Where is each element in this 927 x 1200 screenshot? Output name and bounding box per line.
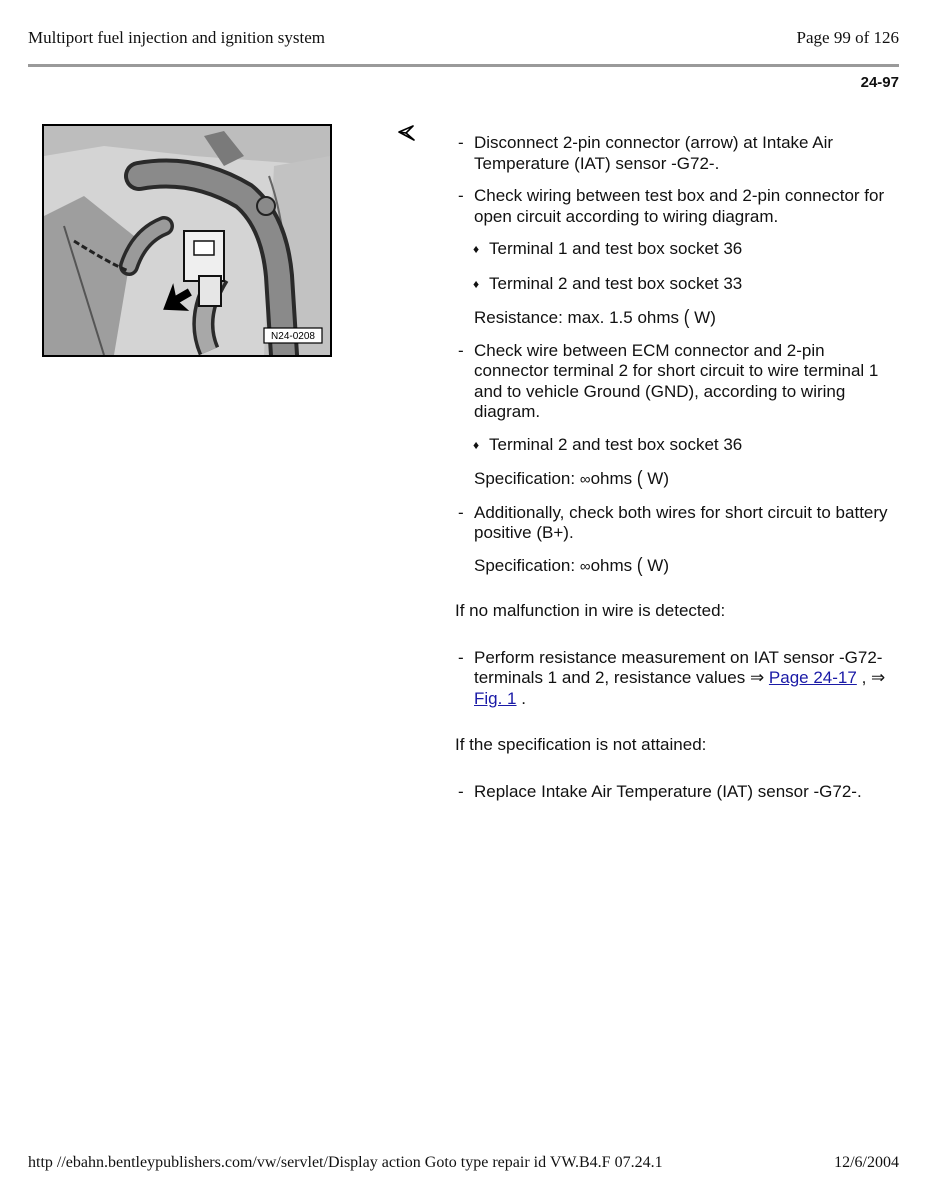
header-divider	[28, 64, 899, 67]
paren-symbol: (	[636, 466, 643, 490]
step-dash: -	[458, 133, 464, 152]
step-dash: -	[458, 781, 464, 801]
step-text: Check wire between ECM connector and 2-pin connector terminal 2 for short circuit to wire terminal 1 and to vehicle Ground (GND), according to wiring diagram.	[474, 340, 879, 421]
diamond-bullet-icon: ♦	[473, 242, 480, 256]
paren-symbol: (	[636, 553, 643, 577]
spec-unit: W)	[694, 308, 716, 327]
arrow-pointer-icon[interactable]	[397, 124, 417, 142]
step-text: Replace Intake Air Temperature (IAT) sensor -G72-.	[474, 781, 862, 801]
resistance-spec	[474, 305, 895, 329]
arrow-right-icon: ⇒	[749, 668, 765, 687]
footer-date: 12/6/2004	[834, 1154, 899, 1171]
infinity-icon: ∞	[579, 557, 591, 575]
spec-label: Specification:	[474, 555, 576, 575]
step-text: Check wiring between test box and 2-pin connector for open circuit according to wiring diagram.	[474, 186, 885, 226]
arrow-right-icon: ⇒	[871, 668, 886, 687]
condition-note: If no malfunction in wire is detected:	[455, 601, 726, 620]
fig-1-link[interactable]: Fig. 1	[474, 688, 517, 708]
engine-photo-illustration	[44, 126, 330, 355]
step-dash: -	[458, 502, 464, 522]
bullet-text: Terminal 2 and test box socket 36	[489, 434, 743, 454]
page-counter: Page 99 of 126	[796, 28, 899, 47]
bullet-item	[473, 239, 895, 260]
paren-symbol: (	[683, 305, 690, 329]
step-check-short-circuit	[455, 341, 895, 423]
footer-url: http //ebahn.bentleypublishers.com/vw/servlet/Display action Goto type repair id VW.B4.F 07.24.1	[28, 1154, 663, 1171]
step-disconnect-connector	[455, 133, 895, 174]
specification-infinity	[474, 553, 895, 578]
step-dash: -	[458, 186, 464, 205]
spec-text: Resistance: max. 1.5 ohms	[474, 308, 680, 327]
figure-label: N24-0208	[271, 331, 315, 342]
separator: ,	[861, 668, 867, 687]
bullet-item	[473, 434, 895, 456]
condition-note: If the specification is not attained:	[455, 735, 707, 754]
step-replace-sensor	[455, 782, 895, 803]
page-24-17-link[interactable]: Page 24-17	[768, 668, 857, 687]
diamond-bullet-icon: ♦	[473, 437, 480, 452]
step-text: Perform resistance measurement on IAT sensor -G72- terminals 1 and 2, resistance values	[474, 647, 883, 687]
document-title: Multiport fuel injection and ignition system	[28, 28, 325, 47]
spec-label: Specification:	[474, 469, 576, 488]
step-check-battery-short	[455, 503, 895, 544]
step-dash: -	[458, 340, 464, 360]
bullet-text: Terminal 1 and test box socket 36	[489, 239, 743, 258]
spec-text: ohms	[590, 555, 633, 575]
step-dash: -	[458, 647, 464, 667]
step-text: Disconnect 2-pin connector (arrow) at Intake Air Temperature (IAT) sensor -G72-.	[474, 133, 834, 173]
infinity-icon: ∞	[579, 471, 591, 488]
instruction-content	[455, 133, 895, 814]
period: .	[521, 688, 526, 708]
bullet-item	[473, 273, 895, 295]
spec-text: ohms	[590, 469, 633, 488]
diamond-bullet-icon: ♦	[473, 276, 480, 291]
spec-unit: W)	[647, 469, 669, 488]
step-text: Additionally, check both wires for short circuit to battery positive (B+).	[474, 502, 888, 542]
engine-photo-figure	[42, 124, 332, 357]
spec-unit: W)	[647, 555, 669, 575]
step-check-wiring	[455, 186, 895, 227]
step-measure-resistance	[455, 648, 895, 710]
specification-infinity	[474, 466, 895, 491]
section-number: 24-97	[860, 74, 899, 91]
bullet-text: Terminal 2 and test box socket 33	[489, 273, 743, 293]
